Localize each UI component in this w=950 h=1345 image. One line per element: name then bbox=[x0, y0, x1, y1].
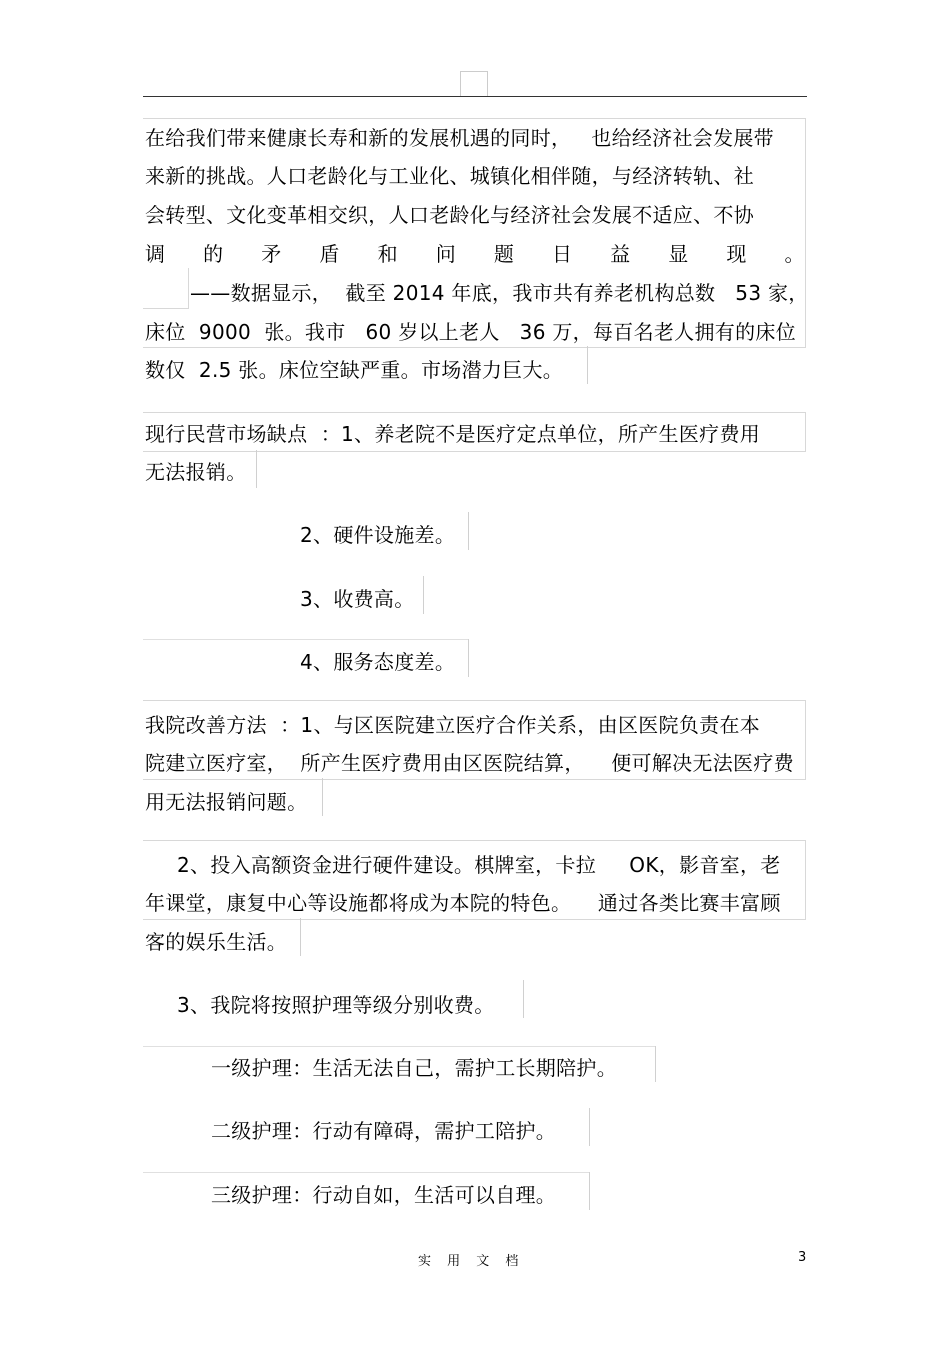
paragraph-line: 来新的挑战。人口老龄化与工业化、城镇化相伴随，与经济转轨、社 bbox=[145, 164, 754, 188]
list-item: 4、服务态度差。 bbox=[300, 650, 456, 674]
paragraph-line: 床位 9000 张。我市 60 岁以上老人 36 万，每百名老人拥有的床位 bbox=[145, 320, 796, 344]
frame-edge bbox=[256, 450, 257, 488]
list-item: 2、硬件设施差。 bbox=[300, 523, 456, 547]
paragraph-line: 年课堂，康复中心等设施都将成为本院的特色。 通过各类比赛丰富顾 bbox=[145, 891, 781, 915]
list-item: 一级护理：生活无法自己，需护工长期陪护。 bbox=[211, 1056, 617, 1080]
spread-char: 调 bbox=[145, 242, 166, 266]
frame-edge bbox=[589, 1108, 590, 1146]
list-item: 3、收费高。 bbox=[300, 587, 415, 611]
paragraph-line: 无法报销。 bbox=[145, 460, 247, 484]
paragraph-line: 会转型、文化变革相交织，人口老龄化与经济社会发展不适应、不协 bbox=[145, 203, 754, 227]
paragraph-line: 院建立医疗室， 所产生医疗费用由区医院结算， 便可解决无法医疗费 bbox=[145, 751, 794, 775]
frame-edge bbox=[143, 639, 468, 640]
spread-char: 盾 bbox=[319, 242, 340, 266]
list-item: 二级护理：行动有障碍，需护工陪护。 bbox=[211, 1119, 557, 1143]
frame-edge bbox=[143, 1046, 655, 1047]
spread-char: 题 bbox=[493, 242, 515, 266]
frame-edge bbox=[523, 980, 524, 1018]
header-mark bbox=[460, 71, 488, 97]
frame-edge bbox=[589, 1172, 590, 1210]
text-frame bbox=[143, 118, 806, 348]
frame-edge bbox=[300, 918, 301, 956]
paragraph-line: 在给我们带来健康长寿和新的发展机遇的同时， 也给经济社会发展带 bbox=[145, 126, 774, 150]
paragraph-line: 现行民营市场缺点 ：1、养老院不是医疗定点单位，所产生医疗费用 bbox=[145, 422, 761, 446]
frame-edge bbox=[423, 576, 424, 614]
paragraph-line: 客的娱乐生活。 bbox=[145, 930, 288, 954]
frame-edge bbox=[587, 346, 588, 384]
frame-edge bbox=[468, 639, 469, 677]
spread-char: 益 bbox=[610, 242, 631, 266]
frame-edge bbox=[143, 1172, 589, 1173]
paragraph-line: 我院改善方法 ：1、与区医院建立医疗合作关系，由区医院负责在本 bbox=[145, 713, 761, 737]
footer-label: 实 用 文 档 bbox=[418, 1254, 525, 1269]
spread-char: 问 bbox=[435, 242, 457, 266]
paragraph-line: 用无法报销问题。 bbox=[145, 790, 308, 814]
paragraph-line: ——数据显示， 截至 2014 年底，我市共有养老机构总数 53 家， bbox=[190, 281, 809, 305]
spread-char: 。 bbox=[784, 242, 805, 266]
header-rule bbox=[143, 96, 807, 97]
spread-char: 的 bbox=[203, 242, 224, 266]
spread-line bbox=[145, 242, 805, 266]
spread-char: 和 bbox=[377, 242, 398, 266]
frame-edge bbox=[468, 512, 469, 550]
text-frame bbox=[143, 268, 189, 309]
page-number: 3 bbox=[798, 1250, 807, 1265]
paragraph-line: 数仅 2.5 张。床位空缺严重。市场潜力巨大。 bbox=[145, 358, 564, 382]
list-item: 三级护理：行动自如，生活可以自理。 bbox=[211, 1183, 557, 1207]
spread-char: 现 bbox=[726, 242, 747, 266]
spread-char: 矛 bbox=[261, 242, 282, 266]
spread-char: 日 bbox=[551, 242, 573, 266]
paragraph-line: 3、我院将按照护理等级分别收费。 bbox=[177, 993, 495, 1017]
paragraph-line: 2、投入高额资金进行硬件建设。棋牌室，卡拉 OK，影音室，老 bbox=[177, 853, 781, 877]
frame-edge bbox=[655, 1046, 656, 1082]
frame-edge bbox=[322, 778, 323, 816]
spread-char: 显 bbox=[668, 242, 689, 266]
